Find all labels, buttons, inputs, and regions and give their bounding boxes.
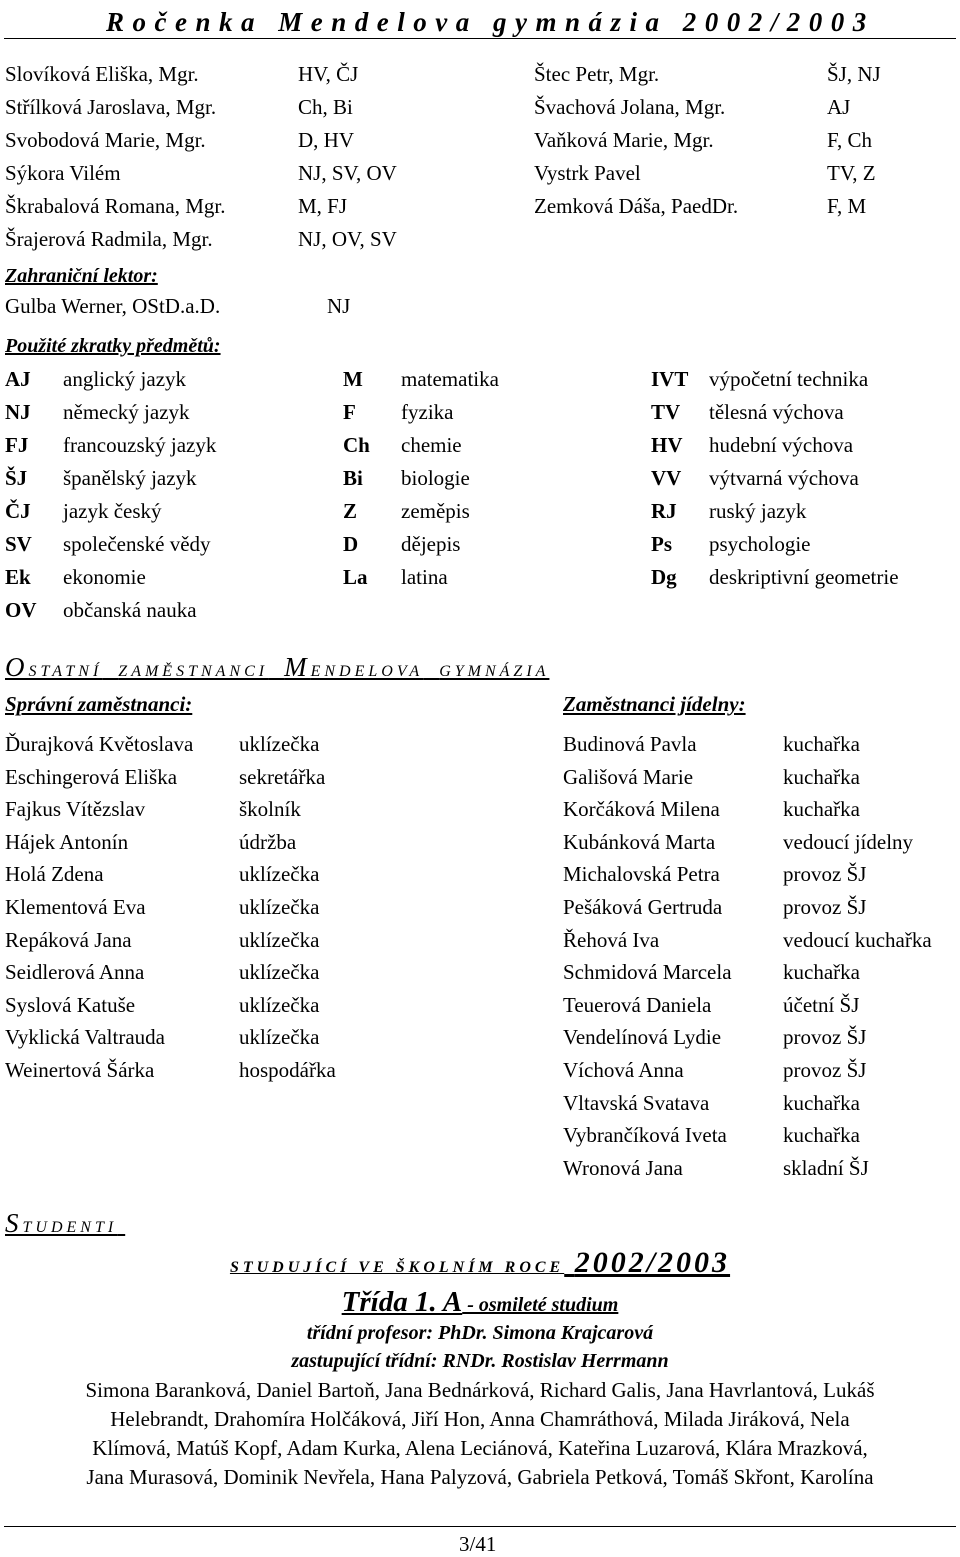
abbreviation-label: občanská nauka (63, 598, 197, 622)
abbreviation-label: hudební výchova (709, 433, 854, 457)
abbreviation-code: Z (343, 499, 358, 523)
staff-name: Budinová Pavla (563, 732, 697, 756)
abbreviation-label: biologie (401, 466, 470, 490)
staff-name: Vyklická Valtrauda (5, 1025, 165, 1050)
abbreviation-label: anglický jazyk (63, 367, 187, 391)
staff-role: sekretářka (239, 764, 326, 789)
abbreviation-code: M (343, 367, 363, 391)
teacher-name: Štec Petr, Mgr. (534, 62, 660, 86)
abbreviation-label: společenské vědy (63, 532, 211, 556)
staff-name: Fajkus Vítězslav (5, 797, 146, 822)
abbreviation-code: NJ (5, 400, 31, 424)
abbreviation-code: RJ (651, 499, 677, 523)
abbreviation-label: chemie (401, 433, 462, 457)
staff-role: kuchařka (783, 1123, 860, 1148)
abbreviation-code: OV (5, 598, 37, 622)
abbreviation-label: francouzský jazyk (63, 433, 217, 457)
abbreviation-code: Ps (651, 532, 672, 556)
staff-name: Syslová Katuše (5, 992, 136, 1017)
staff-role: uklízečka (239, 960, 320, 985)
abbreviation-label: výtvarná výchova (709, 466, 859, 490)
student-names-line: Simona Baranková, Daniel Bartoň, Jana Bednárková, Richard Galis, Jana Havrlantová, Lukáš (85, 1378, 875, 1402)
abbreviation-label: psychologie (709, 532, 811, 556)
staff-name: Teuerová Daniela (563, 992, 712, 1017)
staff-name: Řehová Iva (563, 927, 660, 952)
staff-role: uklízečka (239, 732, 320, 756)
foreign-lecturer-name: Gulba Werner, OStD.a.D. (5, 294, 221, 318)
abbreviation-label: zeměpis (401, 499, 470, 523)
yearbook-title: Ročenka Mendelova gymnázia 2002/2003 (106, 7, 875, 37)
teacher-subjects: F, Ch (827, 128, 873, 152)
staff-name: Vendelínová Lydie (563, 1025, 722, 1050)
page-number: 3/41 (459, 1532, 497, 1556)
page-header (4, 4, 956, 39)
foreign-lecturer-heading: Zahraniční lektor: (5, 265, 158, 287)
abbreviation-label: výpočetní technika (709, 367, 869, 391)
staff-role: školník (239, 797, 301, 822)
staff-role: vedoucí kuchařka (783, 927, 932, 952)
teacher-subjects: M, FJ (298, 194, 348, 218)
teacher-subjects: F, M (827, 194, 867, 218)
staff-role: kuchařka (783, 960, 860, 985)
teacher-subjects: HV, ČJ (298, 62, 359, 86)
abbreviation-label: německý jazyk (63, 400, 190, 424)
staff-role: účetní ŠJ (783, 992, 860, 1017)
abbreviation-code: Ek (5, 565, 31, 589)
teacher-name: Vystrk Pavel (534, 161, 641, 185)
teacher-name: Zemková Dáša, PaedDr. (534, 194, 739, 218)
abbreviation-code: IVT (651, 367, 689, 391)
teacher-name: Střílková Jaroslava, Mgr. (5, 95, 217, 119)
abbreviation-code: Bi (343, 466, 363, 490)
abbreviation-code: La (343, 565, 368, 589)
abbreviation-code: Dg (651, 565, 677, 589)
teacher-name: Svobodová Marie, Mgr. (5, 128, 206, 152)
staff-role: uklízečka (239, 927, 320, 952)
abbreviation-code: AJ (5, 367, 31, 391)
class-title: Třída 1. A (341, 1286, 463, 1318)
staff-name: Repáková Jana (5, 927, 132, 952)
student-names-line: Klímová, Matúš Kopf, Adam Kurka, Alena Leciánová, Kateřina Luzarová, Klára Mrazková, (92, 1436, 868, 1460)
staff-name: Vltavská Svatava (563, 1090, 710, 1115)
staff-name: Vybrančíková Iveta (563, 1123, 727, 1148)
abbreviation-label: fyzika (401, 400, 454, 424)
teacher-subjects: NJ, SV, OV (298, 161, 397, 185)
abbreviation-label: dějepis (401, 532, 461, 556)
teacher-name: Vaňková Marie, Mgr. (534, 128, 714, 152)
staff-name: Klementová Eva (5, 895, 146, 919)
staff-role: skladní ŠJ (783, 1155, 869, 1180)
foreign-lecturer-subjects: NJ (327, 294, 351, 318)
abbreviation-code: F (343, 400, 356, 424)
teacher-name: Šrajerová Radmila, Mgr. (5, 227, 213, 251)
teacher-subjects: ŠJ, NJ (827, 62, 881, 86)
staff-role: kuchařka (783, 764, 860, 789)
staff-role: uklízečka (239, 895, 320, 919)
staff-name: Seidlerová Anna (5, 960, 145, 985)
class-teacher: třídní profesor: PhDr. Simona Krajcarová (306, 1322, 654, 1344)
abbreviation-label: latina (401, 565, 448, 589)
class-deputy: zastupující třídní: RNDr. Rostislav Herrmann (291, 1350, 669, 1372)
staff-role: provoz ŠJ (783, 1058, 867, 1082)
staff-name: Gališová Marie (563, 764, 694, 789)
abbreviation-label: matematika (401, 367, 499, 391)
abbreviation-code: TV (651, 400, 681, 424)
staff-role: uklízečka (239, 1025, 320, 1050)
students-heading: STUDENTI (5, 1208, 118, 1238)
abbreviation-label: tělesná výchova (709, 400, 844, 424)
staff-name: Korčáková Milena (563, 797, 720, 822)
footer-divider (4, 1526, 956, 1527)
staff-name: Wronová Jana (563, 1155, 683, 1180)
class-type: - osmileté studium (462, 1294, 619, 1316)
staff-role: údržba (239, 829, 297, 854)
admin-staff-heading: Správní zaměstnanci: (5, 692, 193, 716)
staff-role: hospodářka (239, 1058, 336, 1082)
abbreviations-heading: Použité zkratky předmětů: (5, 335, 221, 357)
staff-name: Víchová Anna (563, 1058, 684, 1082)
abbreviation-label: ekonomie (63, 565, 146, 589)
abbreviation-code: HV (651, 433, 683, 457)
staff-name: Ďurajková Květoslava (5, 732, 194, 756)
staff-name: Schmidová Marcela (563, 960, 732, 985)
staff-role: uklízečka (239, 862, 320, 887)
abbreviation-label: jazyk český (63, 499, 162, 523)
student-names-line: Helebrandt, Drahomíra Holčáková, Jiří Hon, Anna Chamráthová, Milada Jiráková, Nela (110, 1407, 850, 1431)
abbreviation-code: VV (651, 466, 682, 490)
staff-role: provoz ŠJ (783, 895, 867, 919)
abbreviation-code: SV (5, 532, 32, 556)
staff-name: Pešáková Gertruda (563, 895, 723, 919)
student-names-line: Jana Murasová, Dominik Nevřela, Hana Palyzová, Gabriela Petková, Tomáš Skřont, Karolína (86, 1465, 874, 1489)
staff-role: provoz ŠJ (783, 1025, 867, 1050)
staff-role: provoz ŠJ (783, 862, 867, 887)
abbreviation-code: ŠJ (5, 466, 28, 490)
staff-role: uklízečka (239, 992, 320, 1017)
abbreviation-code: D (343, 532, 359, 556)
staff-name: Kubánková Marta (563, 829, 716, 854)
abbreviation-code: Ch (343, 433, 370, 457)
staff-role: vedoucí jídelny (783, 829, 914, 854)
staff-name: Weinertová Šárka (5, 1058, 155, 1082)
teacher-name: Škrabalová Romana, Mgr. (5, 194, 226, 218)
staff-name: Michalovská Petra (563, 862, 720, 887)
teacher-subjects: TV, Z (827, 161, 876, 185)
staff-role: kuchařka (783, 1090, 860, 1115)
staff-name: Hájek Antonín (5, 829, 129, 854)
abbreviation-label: ruský jazyk (709, 499, 807, 523)
teacher-subjects: NJ, OV, SV (298, 227, 397, 251)
teacher-name: Sýkora Vilém (5, 161, 121, 185)
teacher-subjects: Ch, Bi (298, 95, 353, 119)
staff-name: Holá Zdena (5, 862, 104, 887)
teacher-name: Švachová Jolana, Mgr. (534, 95, 726, 119)
abbreviation-code: FJ (5, 433, 29, 457)
abbreviation-label: deskriptivní geometrie (709, 565, 899, 589)
staff-name: Eschingerová Eliška (5, 764, 178, 789)
canteen-staff-heading: Zaměstnanci jídelny: (563, 692, 746, 716)
students-subheading: STUDUJÍCÍ VE ŠKOLNÍM ROCE 2002/2003 (229, 1246, 731, 1279)
abbreviation-label: španělský jazyk (63, 466, 197, 490)
teacher-subjects: AJ (827, 95, 851, 119)
staff-role: kuchařka (783, 797, 860, 822)
teacher-name: Slovíková Eliška, Mgr. (5, 62, 199, 86)
staff-role: kuchařka (783, 732, 860, 756)
class-title-line (0, 1286, 960, 1319)
staff-section-heading: OSTATNÍ ZAMĚSTNANCI MENDELOVA GYMNÁZIA (5, 652, 550, 682)
abbreviation-code: ČJ (5, 499, 31, 523)
teacher-subjects: D, HV (298, 128, 354, 152)
